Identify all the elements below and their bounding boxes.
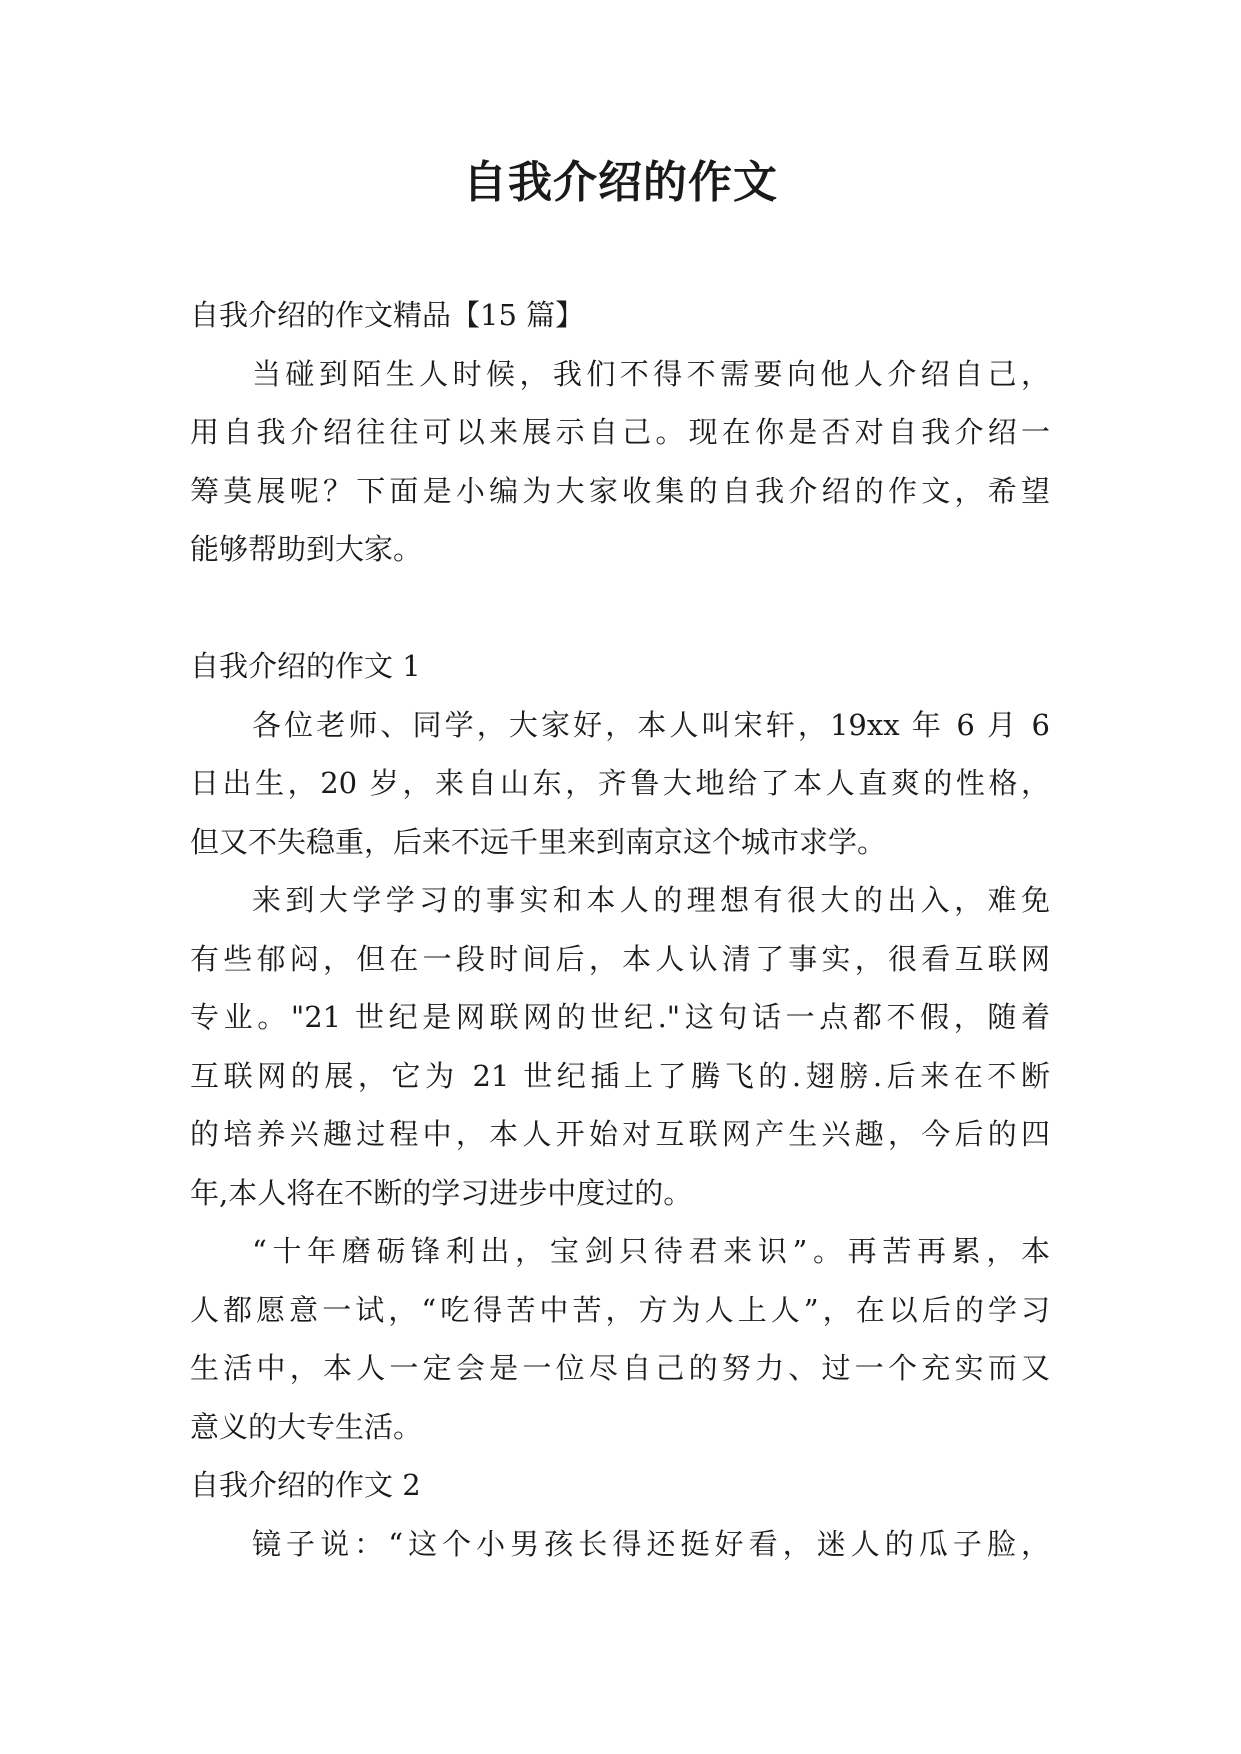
- intro-paragraph-line: 筹莫展呢？下面是小编为大家收集的自我介绍的作文，希望: [190, 473, 1050, 508]
- essay-1-paragraph-line: 年,本人将在不断的学习进步中度过的。: [190, 1175, 693, 1210]
- essay-1-paragraph-line: “十年磨砺锋利出，宝剑只待君来识”。再苦再累，本: [252, 1234, 1050, 1268]
- essay-1-paragraph-line: 人都愿意一试，“吃得苦中苦，方为人上人”，在以后的学习: [190, 1292, 1050, 1327]
- essay-1-paragraph-line: 意义的大专生活。: [190, 1409, 423, 1444]
- intro-paragraph-line: 当碰到陌生人时候，我们不得不需要向他人介绍自己，: [252, 356, 1050, 391]
- essay-2-paragraph-line: 镜子说：“这个小男孩长得还挺好看，迷人的瓜子脸，: [252, 1526, 1050, 1561]
- essay-1-paragraph-line: 来到大学学习的事实和本人的理想有很大的出入，难免: [252, 883, 1050, 917]
- essay-1-paragraph-line: 但又不失稳重，后来不远千里来到南京这个城市求学。: [190, 824, 887, 859]
- section-heading-1: 自我介绍的作文 1: [190, 649, 421, 683]
- blank-line: [190, 579, 1050, 638]
- essay-1-paragraph-line: 有些郁闷，但在一段时间后，本人认清了事实，很看互联网: [190, 941, 1050, 976]
- essay-1-paragraph-line: 日出生，20 岁，来自山东，齐鲁大地给了本人直爽的性格，: [190, 766, 1050, 800]
- document-title: 自我介绍的作文: [463, 157, 778, 208]
- essay-1-paragraph-line: 的培养兴趣过程中，本人开始对互联网产生兴趣，今后的四: [190, 1117, 1050, 1151]
- intro-paragraph-line: 用自我介绍往往可以来展示自己。现在你是否对自我介绍一: [190, 415, 1050, 449]
- document-body: [190, 286, 1050, 1573]
- collection-heading: 自我介绍的作文精品【15 篇】: [190, 298, 585, 332]
- section-heading-2: 自我介绍的作文 2: [190, 1468, 421, 1502]
- essay-1-paragraph-line: 互联网的展，它为 21 世纪插上了腾飞的.翅膀.后来在不断: [190, 1058, 1050, 1093]
- intro-paragraph-line: 能够帮助到大家。: [190, 532, 423, 566]
- essay-1-paragraph-line: 生活中，本人一定会是一位尽自己的努力、过一个充实而又: [190, 1351, 1050, 1385]
- essay-1-paragraph-line: 各位老师、同学，大家好，本人叫宋轩，19xx 年 6 月 6: [252, 707, 1050, 742]
- essay-1-paragraph-line: 专业。"21 世纪是网联网的世纪."这句话一点都不假，随着: [190, 1000, 1050, 1034]
